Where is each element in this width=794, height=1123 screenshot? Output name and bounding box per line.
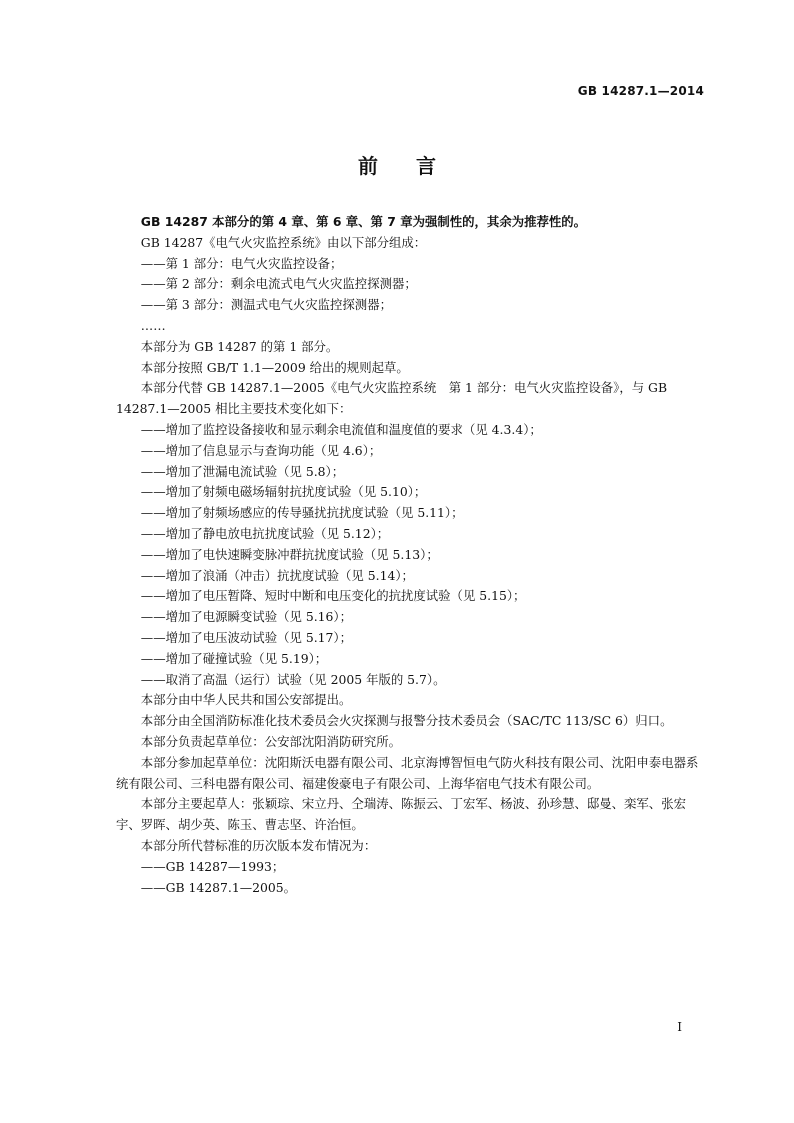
ellipsis: …… [140,317,166,333]
page-number: I [677,1020,682,1034]
paragraph: 本部分参加起草单位：沈阳斯沃电器有限公司、北京海博智恒电气防火科技有限公司、沈阳申泰电器系统有限公司、三科电器有限公司、福建俊豪电子有限公司、上海华宿电气技术有限公司。 [116,754,699,791]
paragraph: 本部分按照 GB/T 1.1—2009 给出的规则起草。 [140,359,409,375]
paragraph: GB 14287《电气火灾监控系统》由以下部分组成： [140,234,427,250]
list-item: ——增加了浪涌（冲击）抗扰度试验（见 5.14）； [140,567,414,583]
list-item: ——增加了电压暂降、短时中断和电压变化的抗扰度试验（见 5.15）； [140,588,526,604]
list-item: ——增加了静电放电抗扰度试验（见 5.12）； [140,525,390,541]
list-item: ——GB 14287—1993； [140,858,285,874]
standard-code: GB 14287.1—2014 [577,84,704,98]
list-item: ——增加了泄漏电流试验（见 5.8）； [140,463,345,479]
page-title: 前言 [358,154,474,178]
list-item: ——第 2 部分：剩余电流式电气火灾监控探测器； [140,276,417,292]
list-item: ——增加了电压波动试验（见 5.17）； [140,629,352,645]
paragraph: GB 14287 本部分的第 4 章、第 6 章、第 7 章为强制性的，其余为推荐性的。 [140,214,587,229]
list-item: ——增加了射频电磁场辐射抗扰度试验（见 5.10）； [140,484,427,500]
list-item: ——GB 14287.1—2005。 [140,879,297,895]
paragraph: 本部分负责起草单位：公安部沈阳消防研究所。 [140,733,401,749]
list-item: ——增加了电源瞬变试验（见 5.16）； [140,609,352,625]
paragraph: 本部分主要起草人：张颖琮、宋立丹、仝瑞涛、陈振云、丁宏军、杨波、孙珍慧、邸曼、栾军、张宏宇、罗晖、胡少英、陈玉、曹志坚、许治恒。 [116,796,686,833]
paragraph: 本部分代替 GB 14287.1—2005《电气火灾监控系统 第 1 部分：电气火灾监控设备》，与 GB 14287.1—2005 相比主要技术变化如下： [116,380,668,417]
paragraph: 本部分由中华人民共和国公安部提出。 [140,692,352,708]
list-item: ——增加了射频场感应的传导骚扰抗扰度试验（见 5.11）； [140,505,464,521]
list-item: ——增加了监控设备接收和显示剩余电流值和温度值的要求（见 4.3.4）； [140,421,542,437]
list-item: ——第 3 部分：测温式电气火灾监控探测器； [140,297,392,313]
paragraph: 本部分为 GB 14287 的第 1 部分。 [140,338,339,354]
list-item: ——增加了碰撞试验（见 5.19）； [140,650,328,666]
foreword-body [116,212,704,898]
list-item: ——增加了信息显示与查询功能（见 4.6）； [140,442,382,458]
list-item: ——增加了电快速瞬变脉冲群抗扰度试验（见 5.13）； [140,546,439,562]
paragraph: 本部分所代替标准的历次版本发布情况为： [140,837,377,853]
list-item: ——取消了高温（运行）试验（见 2005 年版的 5.7）。 [140,671,446,687]
paragraph: 本部分由全国消防标准化技术委员会火灾探测与报警分技术委员会（SAC/TC 113/SC 6）归口。 [140,713,673,729]
list-item: ——第 1 部分：电气火灾监控设备； [140,255,343,271]
